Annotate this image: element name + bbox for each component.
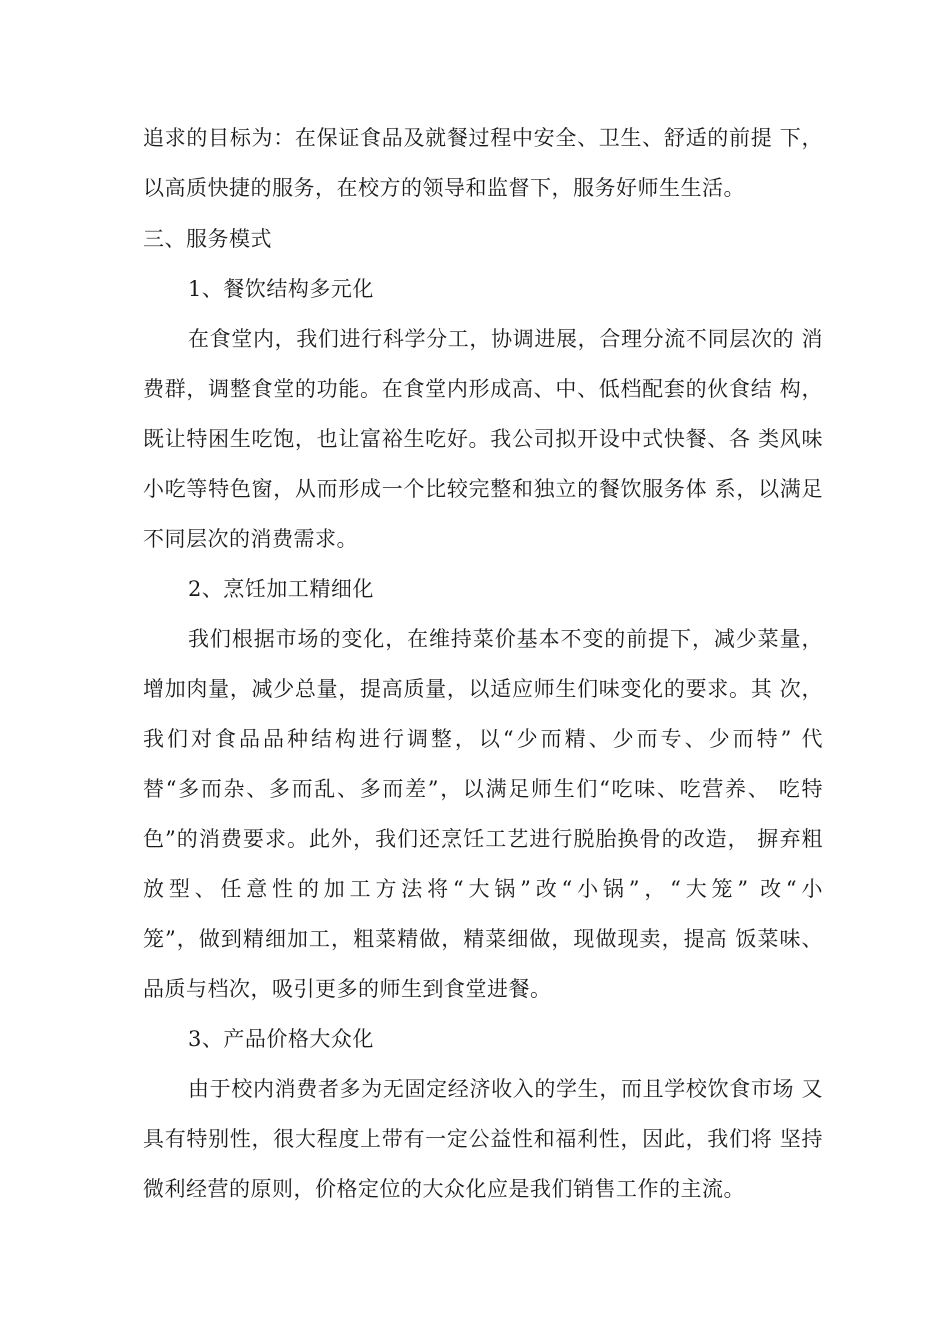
paragraph-line: 我们根据市场的变化，在维持菜价基本不变的前提下，减少菜量， [188,627,823,651]
paragraph-line: 我们对食品品种结构进行调整，以“少而精、少而专、少而特” 代 [143,727,823,751]
section-heading: 三、服务模式 [143,227,272,251]
paragraph-line: 由于校内消费者多为无固定经济收入的学生，而且学校饮食市场 又 [188,1077,823,1101]
subsection-heading: 2、烹饪加工精细化 [188,577,374,601]
paragraph-line: 品质与档次，吸引更多的师生到食堂进餐。 [143,977,552,1001]
paragraph-line: 费群，调整食堂的功能。在食堂内形成高、中、低档配套的伙食结 构， [143,377,823,401]
paragraph-line: 替“多而杂、多而乱、多而差”，以满足师生们“吃味、吃营养、 吃特 [143,777,823,801]
paragraph-line: 小吃等特色窗，从而形成一个比较完整和独立的餐饮服务体 系，以满足 [143,477,823,501]
paragraph-line: 以高质快捷的服务，在校方的领导和监督下，服务好师生生活。 [143,176,745,200]
paragraph-line: 微利经营的原则，价格定位的大众化应是我们销售工作的主流。 [143,1177,745,1201]
paragraph-line: 具有特别性，很大程度上带有一定公益性和福利性，因此，我们将 坚持 [143,1127,823,1151]
paragraph-line: 增加肉量，减少总量，提高质量，以适应师生们味变化的要求。其 次， [143,677,823,701]
paragraph-line: 在食堂内，我们进行科学分工，协调进展，合理分流不同层次的 消 [188,327,823,351]
paragraph-line: 放型、任意性的加工方法将“大锅”改“小锅”，“大笼” 改“小 [143,877,823,901]
paragraph-line: 追求的目标为：在保证食品及就餐过程中安全、卫生、舒适的前提 下， [143,126,823,150]
paragraph-line: 既让特困生吃饱，也让富裕生吃好。我公司拟开设中式快餐、各 类风味 [143,427,823,451]
subsection-heading: 3、产品价格大众化 [188,1027,374,1051]
subsection-heading: 1、餐饮结构多元化 [188,277,374,301]
paragraph-line: 色”的消费要求。此外，我们还烹饪工艺进行脱胎换骨的改造， 摒弃粗 [143,827,823,851]
paragraph-line: 笼”，做到精细加工，粗菜精做，精菜细做，现做现卖，提高 饭菜味、 [143,927,823,951]
paragraph-line: 不同层次的消费需求。 [143,527,358,551]
